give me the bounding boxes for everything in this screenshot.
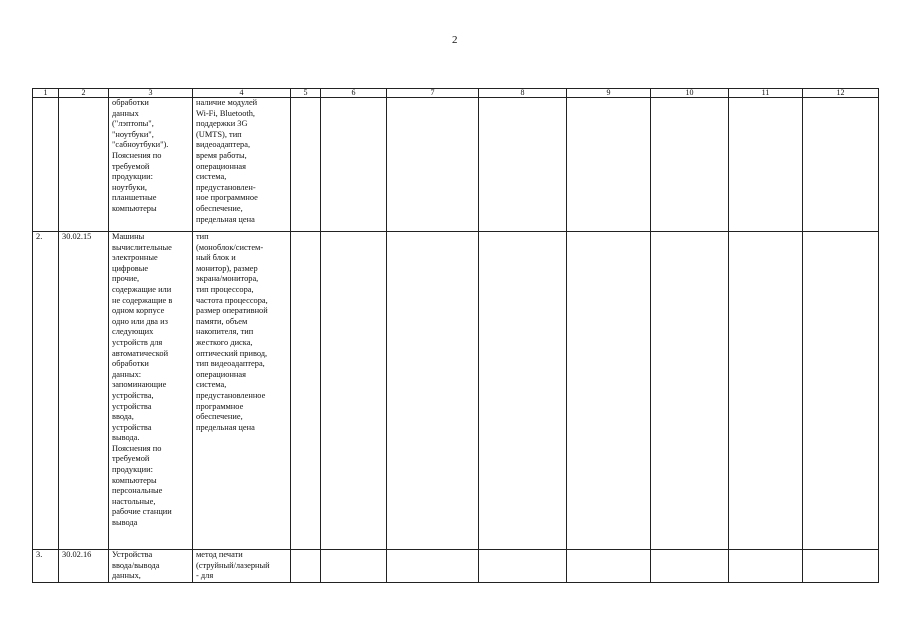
cell-text-line: ввода, — [112, 412, 134, 422]
characteristics-cell — [193, 232, 291, 550]
empty-cell — [803, 98, 879, 232]
empty-cell — [291, 98, 321, 232]
cell-text-line: (моноблок/систем- — [196, 242, 264, 252]
cell-text-line: требуемой — [112, 161, 150, 171]
cell-text-line: предустановлен- — [196, 182, 256, 192]
cell-text-line: накопителя, тип — [196, 327, 254, 337]
cell-text-line: данных — [112, 108, 139, 118]
header-cell: 1 — [33, 89, 59, 98]
cell-text-line: тип видеоадаптера, — [196, 359, 265, 369]
page-number: 2 — [452, 34, 458, 46]
cell-text-line: частота процессора, — [196, 295, 268, 305]
cell-text-line: цифровые — [112, 263, 149, 273]
empty-cell — [321, 98, 387, 232]
empty-cell — [567, 232, 651, 550]
header-cell: 4 — [193, 89, 291, 98]
cell-text-line: (UMTS), тип — [196, 129, 242, 139]
cell-text-line: видеоадаптера, — [196, 140, 251, 150]
cell-text-line: рабочие станции — [112, 507, 172, 517]
okpd-code: 30.02.16 — [59, 550, 109, 583]
cell-text-line: жесткого диска, — [196, 337, 253, 347]
cell-text-line: Пояснения по — [112, 150, 162, 160]
cell-text-line: обработки — [112, 98, 149, 107]
empty-cell — [387, 232, 479, 550]
okpd-code — [59, 98, 109, 232]
empty-cell — [387, 550, 479, 583]
product-name-cell — [109, 98, 193, 232]
cell-text-line: обеспечение, — [196, 412, 243, 422]
row-number: 2. — [33, 232, 59, 550]
empty-cell — [651, 98, 729, 232]
table-row — [33, 232, 879, 550]
cell-text-line: Пояснения по — [112, 443, 162, 453]
cell-text-line: обработки — [112, 359, 149, 369]
header-cell: 7 — [387, 89, 479, 98]
product-name-cell — [109, 550, 193, 583]
cell-text-line: следующих — [112, 327, 154, 337]
header-row — [33, 89, 879, 98]
cell-text-line: устройств для — [112, 337, 163, 347]
cell-text-line: обеспечение, — [196, 203, 243, 213]
cell-text-line: автоматической — [112, 348, 169, 358]
header-cell: 3 — [109, 89, 193, 98]
okpd-code: 30.02.15 — [59, 232, 109, 550]
cell-text-line: Устройства — [112, 550, 153, 559]
empty-cell — [387, 98, 479, 232]
cell-text-line: продукции: — [112, 465, 153, 475]
header-cell: 5 — [291, 89, 321, 98]
cell-text-line: данных, — [112, 571, 141, 581]
cell-text-line: "ноутбуки", — [112, 129, 154, 139]
cell-text-line: программное — [196, 401, 244, 411]
cell-text-line: ный блок и — [196, 253, 236, 263]
requirements-table — [32, 88, 879, 583]
empty-cell — [291, 550, 321, 583]
cell-text-line: Машины — [112, 232, 145, 241]
cell-text-line: ноутбуки, — [112, 182, 147, 192]
cell-text-line: электронные — [112, 253, 158, 263]
empty-cell — [479, 232, 567, 550]
header-cell: 6 — [321, 89, 387, 98]
cell-text-line: наличие модулей — [196, 98, 258, 107]
cell-text-line: оптический привод, — [196, 348, 268, 358]
cell-text-line: памяти, объем — [196, 316, 248, 326]
cell-text-line: персональные — [112, 486, 163, 496]
cell-text-line: компьютеры — [112, 203, 157, 213]
empty-cell — [729, 232, 803, 550]
cell-text-line: тип процессора, — [196, 284, 254, 294]
cell-text-line: размер оперативной — [196, 306, 268, 316]
cell-text-line: ное программное — [196, 193, 258, 203]
cell-text-line: устройства — [112, 401, 152, 411]
empty-cell — [651, 550, 729, 583]
cell-text-line: "сабноутбуки"). — [112, 140, 169, 150]
cell-text-line: вывода — [112, 518, 138, 528]
cell-text-line: монитор), размер — [196, 263, 258, 273]
cell-text-line: одно или два из — [112, 316, 168, 326]
empty-cell — [291, 232, 321, 550]
cell-text-line: прочие, — [112, 274, 140, 284]
cell-text-line: время работы, — [196, 150, 247, 160]
row-number — [33, 98, 59, 232]
characteristics-cell — [193, 550, 291, 583]
header-cell: 12 — [803, 89, 879, 98]
cell-text-line: запоминающие — [112, 380, 167, 390]
empty-cell — [803, 550, 879, 583]
cell-text-line: данных: — [112, 369, 142, 379]
empty-cell — [321, 550, 387, 583]
header-cell: 8 — [479, 89, 567, 98]
cell-text-line: (струйный/лазерный — [196, 560, 270, 570]
cell-text-line: требуемой — [112, 454, 150, 464]
cell-text-line: настольные, — [112, 496, 156, 506]
empty-cell — [479, 98, 567, 232]
cell-text-line: содержащие или — [112, 284, 172, 294]
cell-text-line: система, — [196, 380, 227, 390]
cell-text-line: ("лэптопы", — [112, 119, 154, 129]
cell-text-line: компьютеры — [112, 475, 157, 485]
header-cell: 2 — [59, 89, 109, 98]
cell-text-line: вычислительные — [112, 242, 172, 252]
cell-text-line: операционная — [196, 369, 246, 379]
cell-text-line: не содержащие в — [112, 295, 173, 305]
cell-text-line: система, — [196, 172, 227, 182]
product-name-cell — [109, 232, 193, 550]
empty-cell — [651, 232, 729, 550]
cell-text-line: Wi-Fi, Bluetooth, — [196, 108, 255, 118]
row-number: 3. — [33, 550, 59, 583]
header-cell: 9 — [567, 89, 651, 98]
empty-cell — [479, 550, 567, 583]
cell-text-line: вывода. — [112, 433, 140, 443]
empty-cell — [321, 232, 387, 550]
cell-text-line: предустановленное — [196, 390, 266, 400]
cell-text-line: операционная — [196, 161, 246, 171]
cell-text-line: экрана/монитора, — [196, 274, 259, 284]
cell-text-line: устройства — [112, 422, 152, 432]
cell-text-line: поддержки 3G — [196, 119, 248, 129]
table-row — [33, 98, 879, 232]
characteristics-cell — [193, 98, 291, 232]
cell-text-line: ввода/вывода — [112, 560, 160, 570]
header-cell: 10 — [651, 89, 729, 98]
cell-text-line: устройства, — [112, 390, 154, 400]
empty-cell — [729, 98, 803, 232]
empty-cell — [567, 98, 651, 232]
table-row — [33, 550, 879, 583]
cell-text-line: тип — [196, 232, 209, 241]
empty-cell — [729, 550, 803, 583]
cell-text-line: предельная цена — [196, 422, 255, 432]
header-cell: 11 — [729, 89, 803, 98]
empty-cell — [803, 232, 879, 550]
cell-text-line: метод печати — [196, 550, 243, 559]
cell-text-line: предельная цена — [196, 214, 255, 224]
cell-text-line: одном корпусе — [112, 306, 165, 316]
empty-cell — [567, 550, 651, 583]
cell-text-line: планшетные — [112, 193, 157, 203]
cell-text-line: продукции: — [112, 172, 153, 182]
cell-text-line: - для — [196, 571, 214, 581]
